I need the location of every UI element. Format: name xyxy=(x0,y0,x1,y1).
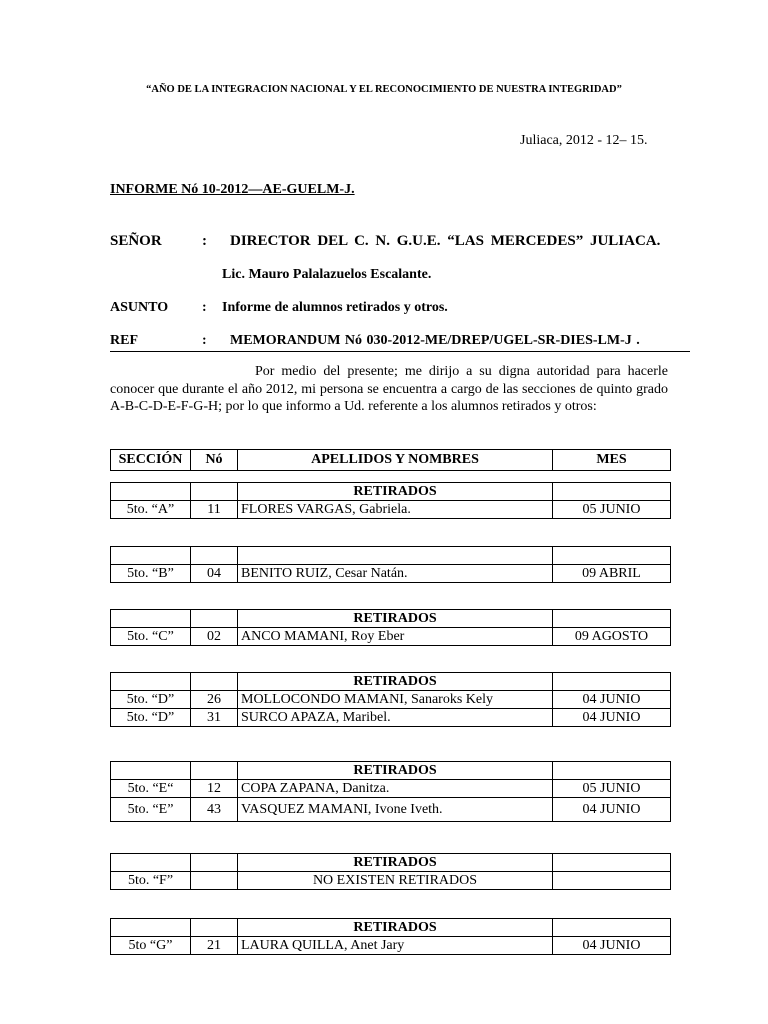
section-table-b xyxy=(110,546,671,583)
row-no: 26 xyxy=(191,691,238,709)
row-mes: 05 JUNIO xyxy=(553,501,671,519)
reference-value: MEMORANDUM Nó 030-2012-ME/DREP/UGEL-SR-DIES-LM-J . xyxy=(230,333,640,348)
section-heading: RETIRADOS xyxy=(238,483,553,501)
row-nombre: BENITO RUIZ, Cesar Natán. xyxy=(238,565,553,583)
table-row xyxy=(111,798,671,822)
row-no: 31 xyxy=(191,709,238,727)
row-mes: 04 JUNIO xyxy=(553,691,671,709)
row-nombre: LAURA QUILLA, Anet Jary xyxy=(238,937,553,955)
section-table-c xyxy=(110,609,671,646)
section-table-f xyxy=(110,853,671,890)
section-table-e xyxy=(110,761,671,822)
row-nombre: COPA ZAPANA, Danitza. xyxy=(238,780,553,798)
body-paragraph xyxy=(110,363,668,416)
section-table-a xyxy=(110,482,671,519)
table-row xyxy=(111,501,671,519)
row-seccion: 5to. “B” xyxy=(111,565,191,583)
row-no: 43 xyxy=(191,798,238,822)
row-nombre: ANCO MAMANI, Roy Eber xyxy=(238,628,553,646)
row-mes: 09 AGOSTO xyxy=(553,628,671,646)
row-mes: 04 JUNIO xyxy=(553,798,671,822)
row-seccion: 5to. “E“ xyxy=(111,780,191,798)
addressee-colon: : xyxy=(202,233,207,249)
row-nombre: MOLLOCONDO MAMANI, Sanaroks Kely xyxy=(238,691,553,709)
addressee-value: DIRECTOR DEL C. N. G.U.E. “LAS MERCEDES” JULIACA. xyxy=(230,233,661,249)
subject-label: ASUNTO xyxy=(110,300,169,315)
row-seccion: 5to “G” xyxy=(111,937,191,955)
row-no: 12 xyxy=(191,780,238,798)
row-seccion: 5to. “C” xyxy=(111,628,191,646)
addressee-label: SEÑOR xyxy=(110,233,162,249)
row-no: 21 xyxy=(191,937,238,955)
section-heading xyxy=(238,547,553,565)
section-heading: RETIRADOS xyxy=(238,673,553,691)
row-seccion: 5to. “D” xyxy=(111,709,191,727)
section-heading: RETIRADOS xyxy=(238,919,553,937)
informe-number: INFORME Nó 10-2012—AE-GUELM-J. xyxy=(110,182,355,197)
row-seccion: 5to. “D” xyxy=(111,691,191,709)
header-nombres: APELLIDOS Y NOMBRES xyxy=(238,450,553,471)
section-heading: RETIRADOS xyxy=(238,854,553,872)
row-no: 04 xyxy=(191,565,238,583)
table-row xyxy=(111,628,671,646)
table-row xyxy=(111,937,671,955)
table-row xyxy=(111,709,671,727)
body-paragraph-text: Por medio del presente; me dirijo a su digna autoridad para hacerle conocer que durante el año 2012, mi persona se encuentra a cargo de las secciones de quinto grado A-B-C-D-E-F-G-H; por lo que informo a Ud. referente a los alumnos retirados y otros: xyxy=(110,364,668,414)
row-no: 02 xyxy=(191,628,238,646)
reference-colon: : xyxy=(202,333,207,348)
addressee-name: Lic. Mauro Palalazuelos Escalante. xyxy=(222,267,432,282)
row-seccion: 5to. “F” xyxy=(111,872,191,890)
document-date: Juliaca, 2012 - 12– 15. xyxy=(520,133,648,148)
row-mes: 04 JUNIO xyxy=(553,937,671,955)
section-heading: RETIRADOS xyxy=(238,610,553,628)
reference-label: REF xyxy=(110,333,138,348)
row-nombre: VASQUEZ MAMANI, Ivone Iveth. xyxy=(238,798,553,822)
reference-underline xyxy=(110,351,690,352)
section-table-d xyxy=(110,672,671,727)
subject-value: Informe de alumnos retirados y otros. xyxy=(222,300,448,315)
table-row xyxy=(111,872,671,890)
row-seccion: 5to. “E” xyxy=(111,798,191,822)
section-table-g xyxy=(110,918,671,955)
row-mes: 09 ABRIL xyxy=(553,565,671,583)
table-row xyxy=(111,565,671,583)
row-mes: 05 JUNIO xyxy=(553,780,671,798)
row-nombre: SURCO APAZA, Maribel. xyxy=(238,709,553,727)
row-mes: 04 JUNIO xyxy=(553,709,671,727)
section-heading: RETIRADOS xyxy=(238,762,553,780)
row-no: 11 xyxy=(191,501,238,519)
header-mes: MES xyxy=(553,450,671,471)
header-seccion: SECCIÓN xyxy=(111,450,191,471)
subject-colon: : xyxy=(202,300,207,315)
row-seccion: 5to. “A” xyxy=(111,501,191,519)
row-note: NO EXISTEN RETIRADOS xyxy=(238,872,553,890)
table-header xyxy=(110,449,671,471)
table-row xyxy=(111,691,671,709)
table-row xyxy=(111,780,671,798)
row-nombre: FLORES VARGAS, Gabriela. xyxy=(238,501,553,519)
document-motto: “AÑO DE LA INTEGRACION NACIONAL Y EL RECONOCIMIENTO DE NUESTRA INTEGRIDAD” xyxy=(146,84,622,95)
header-no: Nó xyxy=(191,450,238,471)
